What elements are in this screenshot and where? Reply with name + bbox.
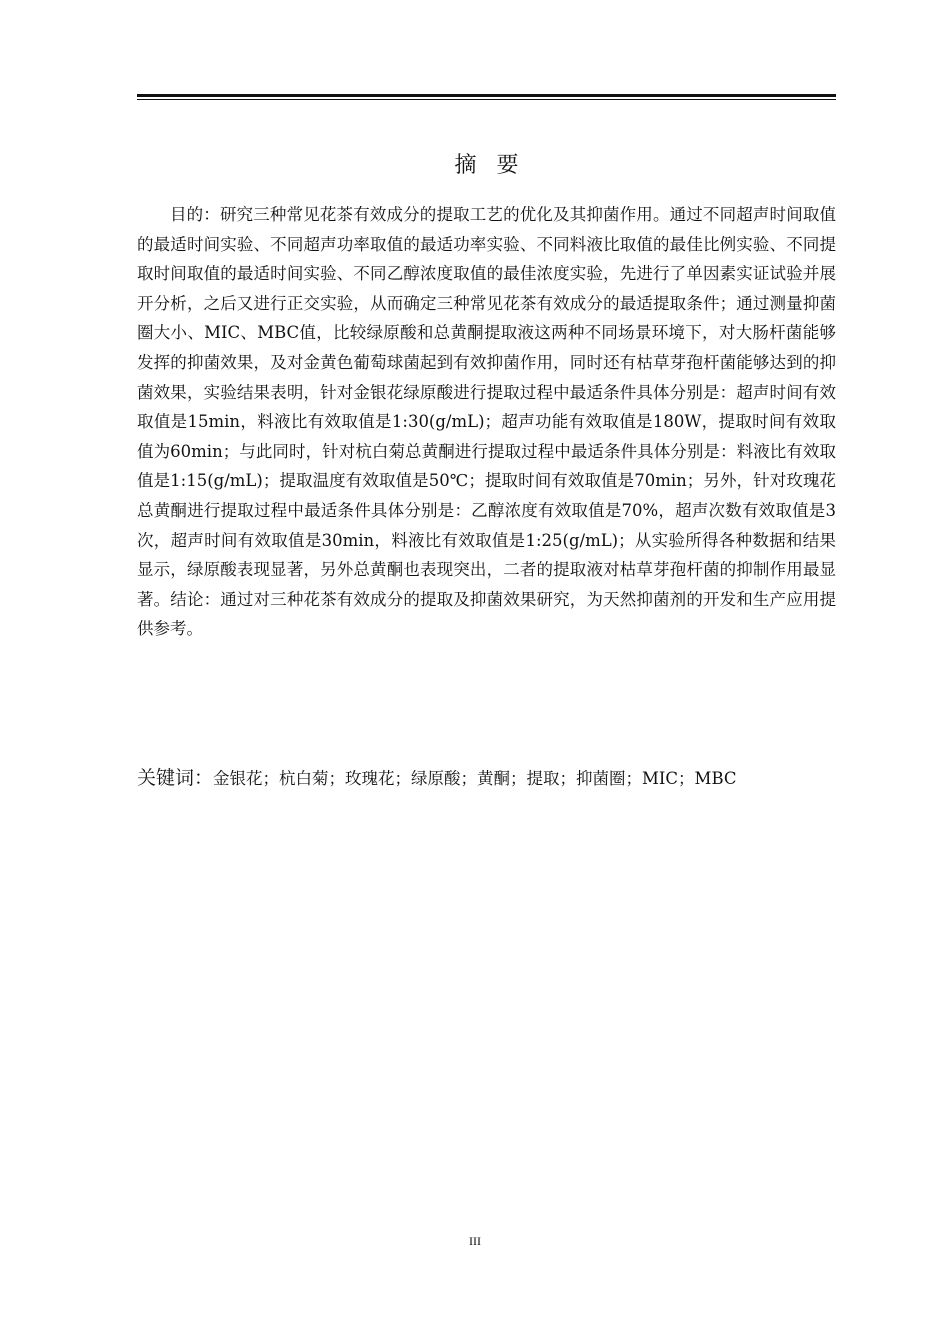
header-rule-thick (137, 94, 836, 97)
page-title: 摘要 (454, 153, 539, 178)
keywords-values: 金银花；杭白菊；玫瑰花；绿原酸；黄酮；提取；抑菌圈；MIC；MBC (213, 769, 737, 788)
abstract-paragraph: 目的：研究三种常见花茶有效成分的提取工艺的优化及其抑菌作用。通过不同超声时间取值的最适时间实验、不同超声功率取值的最适功率实验、不同料液比取值的最佳比例实验、不同提取时间取值的最适时间实验、不同乙醇浓度取值的最佳浓度实验，先进行了单因素实证试验并展开分析，之后又进行正交实验，从而确定三种常见花茶有效成分的最适提取条件；通过测量抑菌圈大小、MIC、MBC值，比较绿原酸和总黄酮提取液这两种不同场景环境下，对大肠杆菌能够发挥的抑菌效果，及对金黄色葡萄球菌起到有效抑菌作用，同时还有枯草芽孢杆菌能够达到的抑菌效果，实验结果表明，针对金银花绿原酸进行提取过程中最适条件具体分别是：超声时间有效取值是15min，料液比有效取值是1:30(g/mL)；超声功能有效取值是180W，提取时间有效取值为60min；与此同时，针对杭白菊总黄酮进行提取过程中最适条件具体分别是：料液比有效取值是1:15(g/mL)；提取温度有效取值是50℃；提取时间有效取值是70min；另外，针对玫瑰花总黄酮进行提取过程中最适条件具体分别是：乙醇浓度有效取值是70%，超声次数有效取值是3次，超声时间有效取值是30min，料液比有效取值是1:25(g/mL)；从实验所得各种数据和结果显示，绿原酸表现显著，另外总黄酮也表现突出，二者的提取液对枯草芽孢杆菌的抑制作用最显著。结论：通过对三种花茶有效成分的提取及抑菌效果研究，为天然抑菌剂的开发和生产应用提供参考。 (137, 205, 836, 639)
header-rule-thin (137, 99, 836, 100)
keywords-label: 关键词： (137, 767, 214, 789)
keywords-line (137, 764, 836, 793)
page-number: III (469, 1234, 481, 1248)
